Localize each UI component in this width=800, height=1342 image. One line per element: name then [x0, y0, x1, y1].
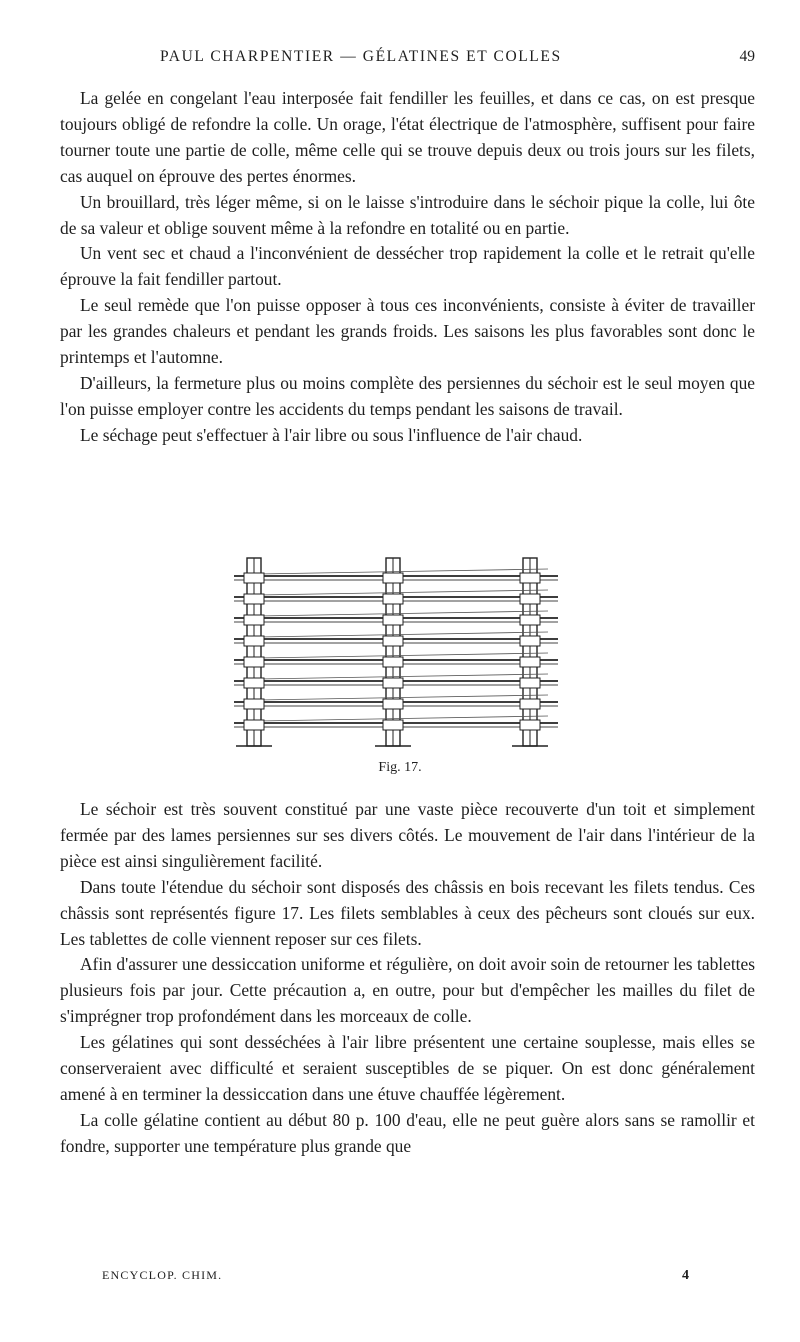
paragraph: Le seul remède que l'on puisse opposer à tous ces inconvénients, consiste à éviter de travailler par les grandes chaleurs et pendant les grands froids. Les saisons les plus favorables sont donc le printemps et l'automne. [60, 295, 755, 368]
figure-caption: Fig. 17. [378, 760, 422, 775]
signature-mark: ENCYCLOP. CHIM. [102, 1268, 223, 1282]
paragraph: Un brouillard, très léger même, si on le laisse s'introduire dans le séchoir pique la colle, lui ôte de sa valeur et oblige souvent même à la refondre en totalité ou en partie. [60, 191, 755, 238]
paragraph: D'ailleurs, la fermeture plus ou moins complète des persiennes du séchoir est le seul moyen que l'on puisse employer contre les accidents du temps pendant les saisons de travail. [60, 372, 755, 419]
shelf-bracket [520, 573, 540, 583]
running-title: PAUL CHARPENTIER — GÉLATINES ET COLLES [160, 48, 562, 65]
shelf-bracket [244, 594, 264, 604]
shelf-bracket [244, 657, 264, 667]
shelf-bracket [383, 657, 403, 667]
paragraph: Le séchoir est très souvent constitué par une vaste pièce recouverte d'un toit et simplement fermée par des lames persiennes sur ses divers côtés. Le mouvement de l'air dans l'intérieur de la pièce est ainsi singulièrement facilité. [60, 799, 755, 871]
drying-frames-illustration [228, 548, 568, 753]
running-header [60, 48, 755, 72]
page-footer [102, 1268, 702, 1288]
page-number: 49 [739, 48, 755, 65]
shelf-bracket [244, 573, 264, 583]
shelf-bracket [383, 573, 403, 583]
shelf-bracket [244, 699, 264, 709]
shelf-bracket [383, 594, 403, 604]
paragraph: Afin d'assurer une dessiccation uniforme et régulière, on doit avoir soin de retourner les tablettes plusieurs fois par jour. Cette précaution a, en outre, pour but d'empêcher les mailles du filet de s'imprégner trop profondément dans les morceaux de colle. [60, 954, 755, 1027]
shelf-bracket [520, 615, 540, 625]
signature-number: 4 [682, 1268, 691, 1283]
shelf-bracket [383, 615, 403, 625]
shelf-bracket [244, 678, 264, 688]
shelf-bracket [520, 678, 540, 688]
paragraph: Le séchage peut s'effectuer à l'air libre ou sous l'influence de l'air chaud. [80, 424, 583, 445]
paragraph: Un vent sec et chaud a l'inconvénient de dessécher trop rapidement la colle et le retrait qu'elle éprouve la fait fendiller partout. [60, 243, 755, 290]
shelf-bracket [383, 720, 403, 730]
shelf-bracket [520, 657, 540, 667]
shelf-bracket [520, 594, 540, 604]
shelf-bracket [520, 699, 540, 709]
shelf-bracket [383, 636, 403, 646]
shelf-bracket [244, 615, 264, 625]
figure-drying-frames [228, 548, 568, 753]
body-text-bottom [60, 797, 755, 1160]
shelf-bracket [520, 720, 540, 730]
paragraph: Les gélatines qui sont desséchées à l'air libre présentent une certaine souplesse, mais elles se conserveraient avec difficulté et seraient susceptibles de se piquer. On est donc généralement amené à en terminer la dessiccation dans une étuve chauffée légèrement. [60, 1032, 755, 1104]
shelf-bracket [383, 678, 403, 688]
shelf-bracket [244, 720, 264, 730]
body-text-top [60, 86, 755, 449]
shelf-bracket [520, 636, 540, 646]
paragraph: La colle gélatine contient au début 80 p. 100 d'eau, elle ne peut guère alors sans se ramollir et fondre, supporter une température plus grande que [60, 1109, 755, 1156]
paragraph: La gelée en congelant l'eau interposée fait fendiller les feuilles, et dans ce cas, on est presque toujours obligé de refondre la colle. Un orage, l'état électrique de l'atmosphère, suffisent pour faire tourner toute une partie de colle, même celle qui se trouve depuis deux ou trois jours sur les filets, cas auquel on éprouve des pertes énormes. [60, 88, 755, 186]
paragraph: Dans toute l'étendue du séchoir sont disposés des châssis en bois recevant les filets tendus. Ces châssis sont représentés figure 17. Les filets semblables à ceux des pêcheurs sont cloués sur eux. Les tablettes de colle viennent reposer sur ces filets. [60, 876, 755, 949]
shelf-bracket [244, 636, 264, 646]
shelf-bracket [383, 699, 403, 709]
